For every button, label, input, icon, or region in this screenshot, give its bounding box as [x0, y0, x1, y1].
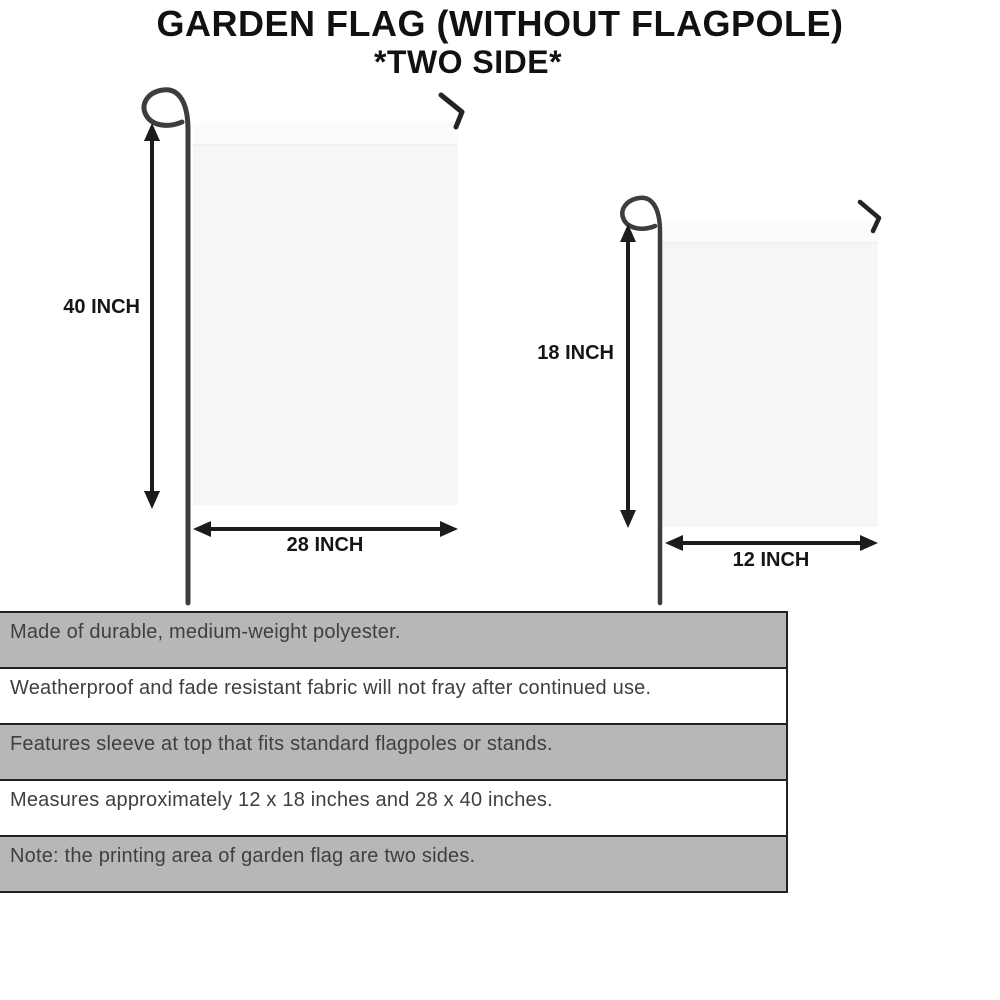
large-flag-sleeve	[193, 122, 458, 144]
title-line-2: *TWO SIDE*	[373, 43, 563, 80]
features-table	[0, 611, 788, 893]
large-flag	[193, 122, 458, 505]
feature-row-weatherproof: Weatherproof and fade resistant fabric will not fray after continued use.	[0, 669, 786, 725]
small-flag-height-arrow-icon	[620, 224, 636, 528]
small-flag-fabric	[662, 222, 878, 527]
large-flag-height-label: 40 INCH	[63, 296, 140, 318]
small-flag-height-label: 18 INCH	[537, 342, 614, 364]
small-flag	[662, 222, 878, 527]
large-flag-fabric	[193, 122, 458, 505]
small-flag-width-label: 12 INCH	[732, 549, 810, 571]
large-flag-width-label: 28 INCH	[286, 534, 364, 556]
title-line-1: GARDEN FLAG (WITHOUT FLAGPOLE)	[156, 3, 844, 44]
feature-row-note: Note: the printing area of garden flag are two sides.	[0, 837, 786, 891]
small-flag-sleeve	[662, 222, 878, 242]
large-flag-height-arrow-icon	[144, 123, 160, 509]
feature-row-material: Made of durable, medium-weight polyester.	[0, 613, 786, 669]
feature-row-measures: Measures approximately 12 x 18 inches and 28 x 40 inches.	[0, 781, 786, 837]
feature-row-sleeve: Features sleeve at top that fits standard flagpoles or stands.	[0, 725, 786, 781]
